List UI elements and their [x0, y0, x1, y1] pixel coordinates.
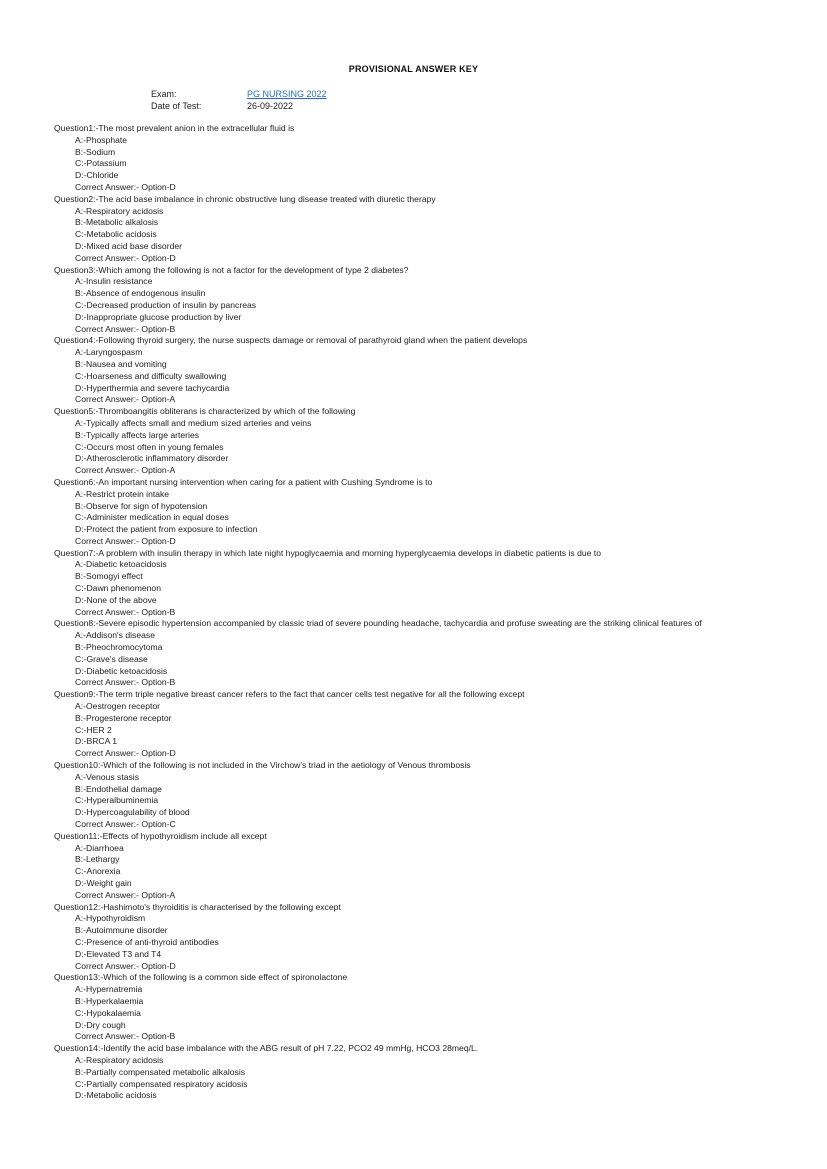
option-item: B:-Endothelial damage	[75, 783, 162, 794]
option-item: B:-Somogyi effect	[75, 571, 143, 582]
question-text: Question4:-Following thyroid surgery, the nurse suspects damage or removal of parathyroid gland when the patient develops	[54, 335, 528, 346]
question-block	[54, 406, 770, 477]
question-block	[54, 335, 770, 406]
exam-meta	[151, 88, 327, 112]
date-label: Date of Test:	[151, 101, 202, 111]
option-item: C:-Partially compensated respiratory acidosis	[75, 1078, 248, 1089]
option-item: B:-Absence of endogenous insulin	[75, 288, 206, 299]
option-item: A:-Laryngospasm	[75, 347, 143, 358]
option-item: B:-Hyperkalaemia	[75, 995, 144, 1006]
question-text: Question5:-Thromboangitis obliterans is characterized by which of the following	[54, 406, 356, 417]
option-item: D:-Chloride	[75, 170, 119, 181]
exam-label: Exam:	[151, 89, 177, 99]
option-item: A:-Respiratory acidosis	[75, 205, 164, 216]
option-item: D:-Hyperthermia and severe tachycardia	[75, 382, 230, 393]
question-block	[54, 1043, 770, 1102]
date-value: 26-09-2022	[247, 101, 294, 111]
correct-answer: Correct Answer:- Option-B	[75, 606, 176, 617]
option-item: D:-Inappropriate glucose production by liver	[75, 311, 242, 322]
option-item: A:-Hypothyroidism	[75, 913, 146, 924]
option-item: A:-Addison's disease	[75, 630, 155, 641]
question-text: Question9:-The term triple negative breast cancer refers to the fact that cancer cells test negative for all the following except	[54, 689, 525, 700]
question-block	[54, 618, 770, 689]
question-text: Question10:-Which of the following is not included in the Virchow's triad in the aetiology of Venous thrombosis	[54, 760, 471, 771]
exam-row	[151, 88, 327, 100]
option-item: D:-Protect the patient from exposure to infection	[75, 524, 258, 535]
option-item: C:-HER 2	[75, 724, 112, 735]
exam-link[interactable]: PG NURSING 2022	[247, 89, 327, 99]
option-item: C:-Hoarseness and difficulty swallowing	[75, 370, 227, 381]
correct-answer: Correct Answer:- Option-C	[75, 819, 176, 830]
option-item: B:-Pheochromocytoma	[75, 642, 163, 653]
option-item: D:-Dry cough	[75, 1019, 126, 1030]
option-item: C:-Anorexia	[75, 866, 121, 877]
option-item: B:-Partially compensated metabolic alkalosis	[75, 1066, 246, 1077]
correct-answer: Correct Answer:- Option-D	[75, 748, 176, 759]
question-block	[54, 902, 770, 973]
question-text: Question7:-A problem with insulin therapy in which late night hypoglycaemia and morning hyperglycaemia develops in diabetic patients is due to	[54, 547, 601, 558]
question-text: Question8:-Severe episodic hypertension accompanied by classic triad of severe pounding headache, tachycardia and profuse sweating are the striking clinical features of	[54, 618, 702, 629]
option-item: C:-Hypokalaemia	[75, 1007, 141, 1018]
option-item: A:-Typically affects small and medium sized arteries and veins	[75, 417, 312, 428]
option-item: A:-Diabetic ketoacidosis	[75, 559, 167, 570]
date-row	[151, 100, 327, 112]
question-block	[54, 477, 770, 548]
option-item: C:-Decreased production of insulin by pancreas	[75, 299, 257, 310]
question-block	[54, 194, 770, 265]
question-block	[54, 123, 770, 194]
option-item: C:-Presence of anti-thyroid antibodies	[75, 936, 219, 947]
option-item: D:-Weight gain	[75, 878, 132, 888]
option-item: C:-Occurs most often in young females	[75, 441, 224, 452]
question-text: Question1:-The most prevalent anion in the extracellular fluid is	[54, 123, 295, 133]
question-text: Question11:-Effects of hypothyroidism include all except	[54, 830, 267, 841]
option-item: B:-Autoimmune disorder	[75, 925, 168, 936]
option-item: D:-Atherosclerotic inflammatory disorder	[75, 453, 229, 464]
option-item: C:-Hyperalbuminemia	[75, 795, 159, 806]
question-block	[54, 972, 770, 1043]
option-item: C:-Administer medication in equal doses	[75, 512, 229, 523]
correct-answer: Correct Answer:- Option-B	[75, 1031, 176, 1042]
option-item: D:-Hypercoagulability of blood	[75, 807, 190, 818]
correct-answer: Correct Answer:- Option-B	[75, 677, 176, 688]
option-item: A:-Insulin resistance	[75, 276, 153, 287]
correct-answer: Correct Answer:- Option-B	[75, 323, 176, 334]
option-item: D:-Mixed acid base disorder	[75, 240, 182, 251]
option-item: B:-Nausea and vomiting	[75, 358, 167, 369]
option-item: A:-Phosphate	[75, 134, 128, 145]
option-item: D:-BRCA 1	[75, 736, 118, 747]
question-block	[54, 548, 770, 619]
option-item: B:-Progesterone receptor	[75, 712, 172, 723]
question-text: Question2:-The acid base imbalance in chronic obstructive lung disease treated with diuretic therapy	[54, 193, 436, 204]
option-item: B:-Typically affects large arteries	[75, 429, 200, 440]
correct-answer: Correct Answer:- Option-D	[75, 960, 176, 971]
option-item: C:-Metabolic acidosis	[75, 229, 157, 240]
correct-answer: Correct Answer:- Option-D	[75, 181, 176, 192]
correct-answer: Correct Answer:- Option-A	[75, 394, 176, 405]
option-item: D:-None of the above	[75, 594, 157, 605]
page-title: PROVISIONAL ANSWER KEY	[348, 64, 479, 74]
option-item: A:-Restrict protein intake	[75, 488, 170, 499]
option-item: C:-Potassium	[75, 158, 127, 169]
question-block	[54, 831, 770, 902]
question-text: Question6:-An important nursing intervention when caring for a patient with Cushing Syndrome is to	[54, 476, 433, 487]
correct-answer: Correct Answer:- Option-D	[75, 535, 176, 546]
correct-answer: Correct Answer:- Option-A	[75, 465, 176, 476]
question-text: Question3:-Which among the following is not a factor for the development of type 2 diabetes?	[54, 264, 409, 275]
correct-answer: Correct Answer:- Option-D	[75, 252, 176, 263]
option-item: A:-Hypernatremia	[75, 984, 143, 995]
question-block	[54, 760, 770, 831]
option-item: A:-Oestrogen receptor	[75, 701, 161, 712]
question-text: Question13:-Which of the following is a common side effect of spironolactone	[54, 972, 348, 983]
question-text: Question12:-Hashimoto's thyroiditis is characterised by the following except	[54, 901, 341, 912]
option-item: D:-Elevated T3 and T4	[75, 948, 162, 959]
option-item: C:-Dawn phenomenon	[75, 583, 161, 594]
option-item: A:-Respiratory acidosis	[75, 1054, 164, 1065]
question-text: Question14:-Identify the acid base imbalance with the ABG result of pH 7.22, PCO2 49 mmHg, HCO3 28meq/L.	[54, 1043, 479, 1054]
question-block	[54, 265, 770, 336]
correct-answer: Correct Answer:- Option-A	[75, 889, 176, 900]
option-item: D:-Diabetic ketoacidosis	[75, 665, 168, 676]
question-list	[54, 123, 770, 1102]
option-item: A:-Diarrhoea	[75, 842, 124, 853]
option-item: B:-Sodium	[75, 146, 116, 157]
option-item: C:-Grave's disease	[75, 653, 148, 664]
option-item: B:-Metabolic alkalosis	[75, 217, 159, 228]
option-item: B:-Observe for sign of hypotension	[75, 500, 208, 511]
option-item: A:-Venous stasis	[75, 771, 140, 782]
option-item: D:-Metabolic acidosis	[75, 1090, 157, 1101]
question-block	[54, 689, 770, 760]
option-item: B:-Lethargy	[75, 854, 120, 865]
